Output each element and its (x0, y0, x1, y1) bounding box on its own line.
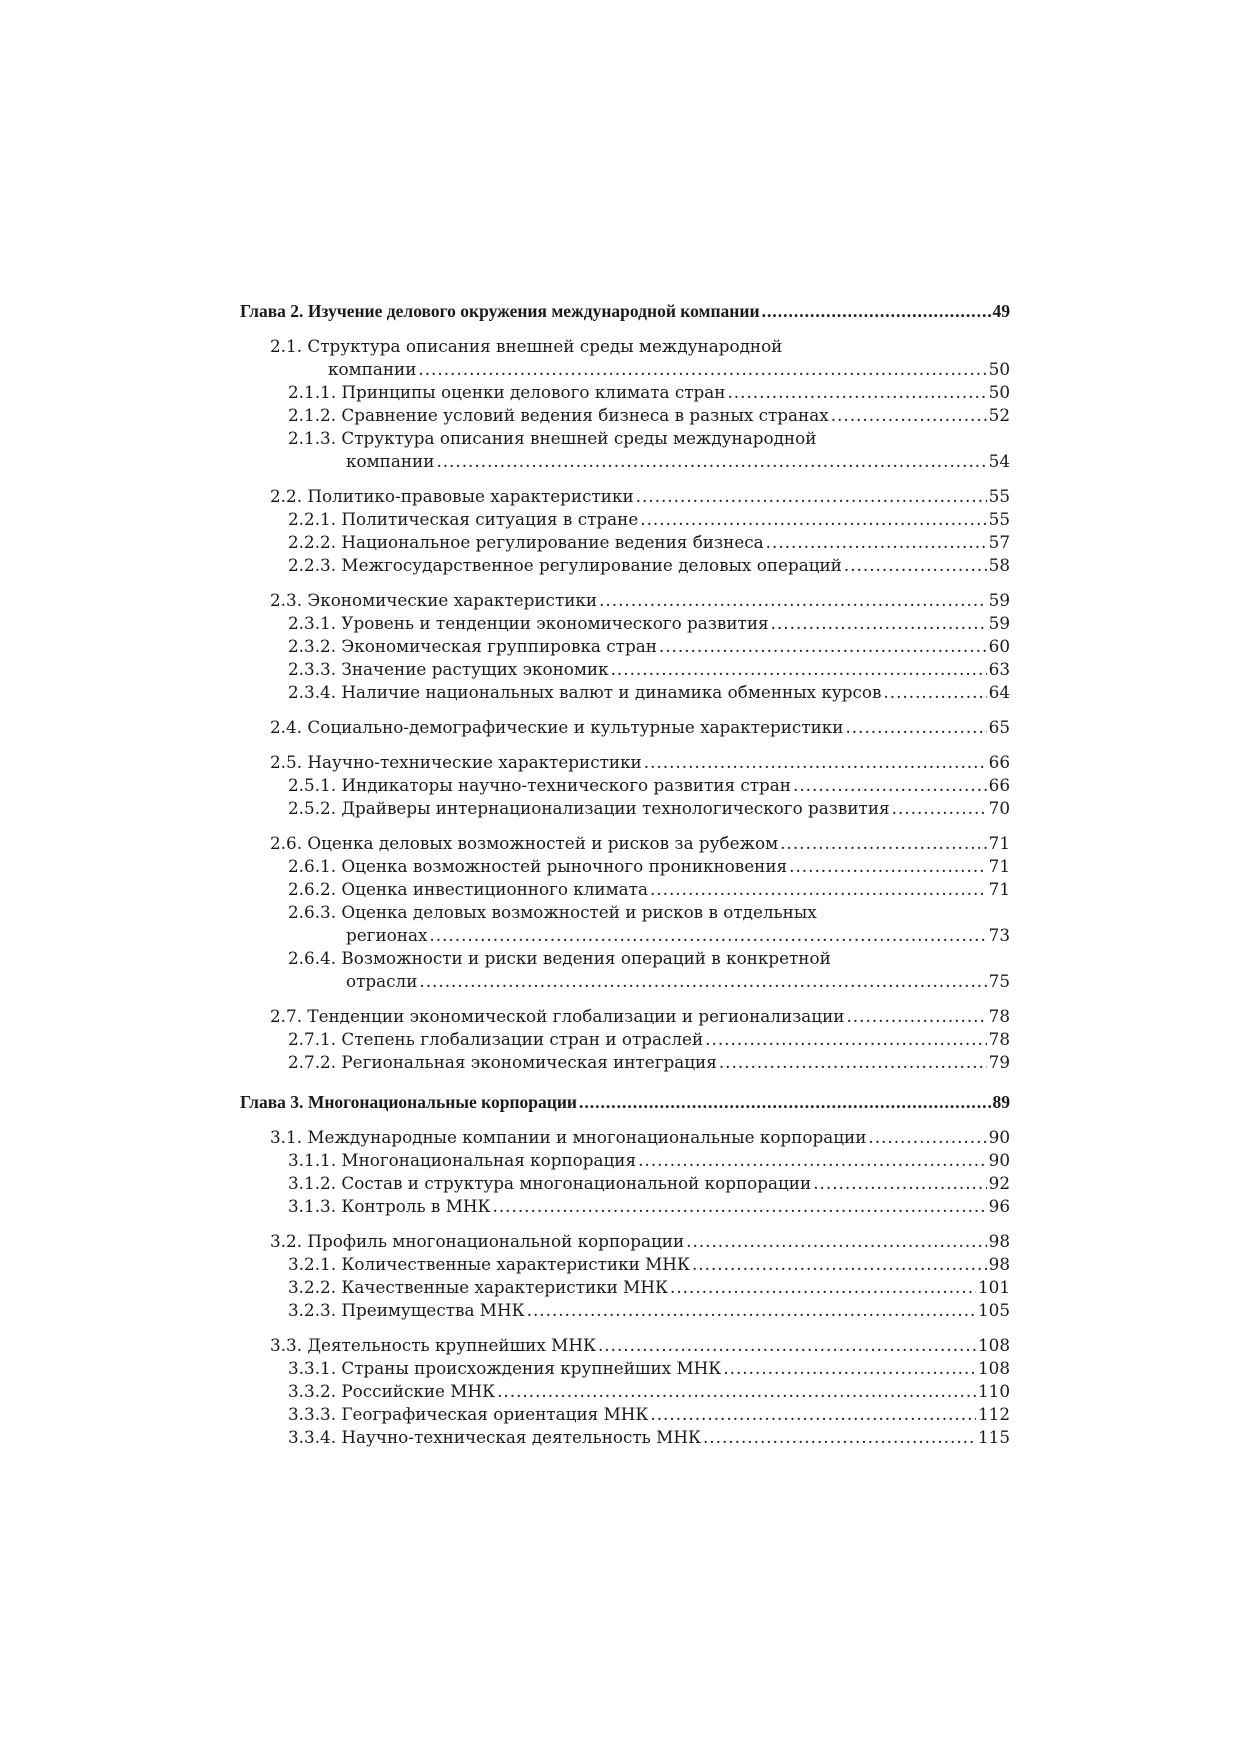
toc-title-text: Экономическая группировка стран (341, 636, 657, 656)
toc-row (288, 635, 1010, 658)
toc-page-number: 50 (988, 382, 1010, 402)
toc-row (288, 450, 1010, 473)
toc-row (270, 485, 1010, 508)
toc-title-text: Социально-демографические и культурные характеристики (307, 717, 844, 737)
toc-row (288, 1299, 1010, 1322)
toc-title (288, 1426, 701, 1449)
toc-title (288, 381, 725, 404)
toc-section (240, 1005, 1010, 1028)
toc-page-number: 54 (988, 451, 1010, 471)
toc-row (288, 1403, 1010, 1426)
toc-page-number: 55 (988, 486, 1010, 506)
toc-title-text: Количественные характеристики МНК (341, 1254, 690, 1274)
toc-title-text: Оценка инвестиционного климата (341, 879, 648, 899)
toc-row (288, 878, 1010, 901)
toc-subsection (240, 381, 1010, 404)
toc-title-text: Принципы оценки делового климата стран (341, 382, 726, 402)
toc-page-number: 59 (988, 613, 1010, 633)
toc-subsection (240, 1299, 1010, 1322)
toc-title (288, 1051, 717, 1074)
toc-subsection (240, 681, 1010, 704)
toc-row (288, 1028, 1010, 1051)
toc-row (270, 1005, 1010, 1028)
toc-title-first-line (288, 947, 1010, 970)
toc-number: 2.3.2. (288, 636, 337, 656)
dot-leader (844, 554, 987, 577)
toc-title-text: Значение растущих экономик (341, 659, 609, 679)
dot-leader (429, 924, 986, 947)
toc-page-number: 71 (988, 856, 1010, 876)
toc-page-number: 108 (977, 1335, 1010, 1355)
toc-title-text: Экономические характеристики (307, 590, 598, 610)
toc-page-number: 66 (988, 775, 1010, 795)
toc-title (270, 751, 642, 774)
toc-number: 2.1.3. (288, 428, 337, 448)
dot-leader (771, 612, 987, 635)
toc-row (288, 508, 1010, 531)
toc-title (240, 300, 760, 323)
toc-subsection (240, 427, 1010, 473)
toc-title-text: Географическая ориентация МНК (341, 1404, 649, 1424)
toc-page-number: 90 (988, 1150, 1010, 1170)
dot-leader (719, 1051, 987, 1074)
toc-title-text: Степень глобализации стран и отраслей (341, 1029, 704, 1049)
toc-row (288, 531, 1010, 554)
toc-title-text: Политико-правовые характеристики (307, 486, 634, 506)
dot-leader (611, 658, 987, 681)
toc-row (288, 381, 1010, 404)
toc-row (288, 658, 1010, 681)
toc-row (288, 1380, 1010, 1403)
dot-leader (780, 832, 986, 855)
dot-leader (493, 1195, 987, 1218)
toc-page-number: 65 (988, 717, 1010, 737)
toc-row (240, 1091, 1010, 1114)
toc-row (270, 358, 1010, 381)
toc-page-number: 101 (977, 1277, 1010, 1297)
toc-title-text: Национальное регулирование ведения бизнеса (341, 532, 764, 552)
toc-title (270, 589, 597, 612)
toc-number: 3.2.2. (288, 1277, 337, 1297)
dot-leader (762, 300, 991, 323)
table-of-contents (240, 300, 1010, 1449)
dot-leader (659, 635, 987, 658)
toc-row (270, 751, 1010, 774)
toc-number: 2.7.2. (288, 1052, 337, 1072)
toc-number: 2.6.2. (288, 879, 337, 899)
toc-title (288, 1276, 668, 1299)
toc-title (328, 358, 416, 381)
toc-title-text: Уровень и тенденции экономического развития (341, 613, 769, 633)
toc-title (288, 1172, 811, 1195)
toc-subsection (240, 1149, 1010, 1172)
toc-title (270, 1005, 844, 1028)
dot-leader (527, 1299, 976, 1322)
toc-page-number: 92 (988, 1173, 1010, 1193)
toc-title-text: Многонациональная корпорация (341, 1150, 637, 1170)
toc-title-text: Тенденции экономической глобализации и регионализации (307, 1006, 845, 1026)
toc-subsection (240, 947, 1010, 993)
toc-title (288, 531, 764, 554)
toc-page-number: 52 (988, 405, 1010, 425)
toc-number: Глава 2. (240, 301, 304, 321)
dot-leader (418, 358, 986, 381)
toc-page-number: 75 (988, 971, 1010, 991)
toc-subsection (240, 1253, 1010, 1276)
toc-section (240, 589, 1010, 612)
toc-title (288, 1403, 648, 1426)
toc-number: 3.1.3. (288, 1196, 337, 1216)
toc-title (346, 450, 434, 473)
toc-row (270, 1126, 1010, 1149)
toc-title (240, 1091, 577, 1114)
toc-title-first-line (288, 901, 1010, 924)
toc-subsection (240, 554, 1010, 577)
toc-page-number: 63 (988, 659, 1010, 679)
toc-title-text: Деятельность крупнейших МНК (307, 1335, 596, 1355)
toc-page-number: 49 (992, 301, 1010, 321)
toc-title-first-line (288, 427, 1010, 450)
toc-subsection (240, 612, 1010, 635)
toc-title-text: Контроль в МНК (341, 1196, 491, 1216)
toc-subsection (240, 1380, 1010, 1403)
toc-number: 2.3.4. (288, 682, 337, 702)
toc-subsection (240, 855, 1010, 878)
toc-subsection (240, 1357, 1010, 1380)
toc-number: 3.2.1. (288, 1254, 337, 1274)
toc-title-text: Международные компании и многонациональные корпорации (307, 1127, 867, 1147)
toc-page-number: 73 (988, 925, 1010, 945)
toc-subsection (240, 1426, 1010, 1449)
dot-leader (670, 1276, 976, 1299)
toc-row (288, 970, 1010, 993)
dot-leader (813, 1172, 986, 1195)
dot-leader (766, 531, 987, 554)
toc-title-text: Страны происхождения крупнейших МНК (341, 1358, 722, 1378)
toc-title-first-line (270, 335, 1010, 358)
toc-title (270, 832, 778, 855)
toc-title-line1: Возможности и риски ведения операций в конкретной (341, 948, 831, 968)
toc-number: 2.7.1. (288, 1029, 337, 1049)
toc-title-line1: Структура описания внешней среды международной (307, 336, 783, 356)
toc-subsection (240, 508, 1010, 531)
toc-number: 2.1.1. (288, 382, 337, 402)
toc-title-line1: Оценка деловых возможностей и рисков в отдельных (341, 902, 817, 922)
toc-page-number: 108 (977, 1358, 1010, 1378)
toc-subsection (240, 774, 1010, 797)
toc-row (288, 797, 1010, 820)
toc-row (270, 589, 1010, 612)
toc-number: 2.2.3. (288, 555, 337, 575)
toc-title-text: Профиль многонациональной корпорации (307, 1231, 685, 1251)
dot-leader (598, 1334, 976, 1357)
toc-row (288, 924, 1010, 947)
toc-title-text: Качественные характеристики МНК (341, 1277, 668, 1297)
toc-row (270, 1230, 1010, 1253)
toc-title (288, 1149, 636, 1172)
toc-row (288, 1051, 1010, 1074)
toc-page-number: 98 (988, 1231, 1010, 1251)
toc-section (240, 716, 1010, 739)
toc-row (288, 1195, 1010, 1218)
toc-number: 2.2.2. (288, 532, 337, 552)
toc-number: 3.3.4. (288, 1427, 337, 1447)
toc-page-number: 60 (988, 636, 1010, 656)
toc-page-number: 57 (988, 532, 1010, 552)
dot-leader (640, 508, 986, 531)
toc-title-text: Межгосударственное регулирование деловых операций (341, 555, 842, 575)
toc-subsection (240, 1028, 1010, 1051)
toc-subsection (240, 531, 1010, 554)
toc-number: Глава 3. (240, 1092, 304, 1112)
toc-title (288, 1195, 491, 1218)
toc-page-number: 115 (977, 1427, 1010, 1447)
toc-title (270, 716, 843, 739)
toc-row (288, 1149, 1010, 1172)
toc-title (346, 970, 417, 993)
toc-page-number: 59 (988, 590, 1010, 610)
toc-title (288, 635, 657, 658)
toc-number: 2.5. (270, 752, 303, 772)
toc-title (270, 1334, 596, 1357)
toc-title-text: Наличие национальных валют и динамика обменных курсов (341, 682, 882, 702)
toc-title-text: Политическая ситуация в стране (341, 509, 639, 529)
toc-title-text: Многонациональные корпорации (307, 1092, 578, 1112)
toc-page-number: 71 (988, 879, 1010, 899)
dot-leader (789, 855, 987, 878)
toc-number: 3.2. (270, 1231, 303, 1251)
toc-title-text: отрасли (346, 971, 418, 991)
dot-leader (846, 1005, 986, 1028)
toc-title-text: Российские МНК (341, 1381, 496, 1401)
toc-row (288, 1172, 1010, 1195)
toc-title (288, 612, 769, 635)
toc-section (240, 832, 1010, 855)
toc-title (288, 878, 648, 901)
toc-row (240, 300, 1010, 323)
toc-number: 2.2. (270, 486, 303, 506)
toc-title-line1: Структура описания внешней среды международной (341, 428, 817, 448)
toc-title-text: Оценка возможностей рыночного проникновения (341, 856, 788, 876)
toc-number: 2.2.1. (288, 509, 337, 529)
dot-leader (579, 1091, 990, 1114)
toc-page-number: 50 (988, 359, 1010, 379)
toc-title (288, 508, 638, 531)
toc-number: 2.3.3. (288, 659, 337, 679)
dot-leader (845, 716, 986, 739)
toc-page-number: 96 (988, 1196, 1010, 1216)
toc-title (270, 1126, 866, 1149)
toc-title-text: Оценка деловых возможностей и рисков за рубежом (307, 833, 779, 853)
dot-leader (723, 1357, 976, 1380)
toc-row (270, 716, 1010, 739)
toc-number: 2.6.3. (288, 902, 337, 922)
dot-leader (705, 1028, 986, 1051)
toc-title (288, 1299, 525, 1322)
toc-row (288, 554, 1010, 577)
toc-section (240, 751, 1010, 774)
dot-leader (686, 1230, 987, 1253)
toc-chapter (240, 300, 1010, 323)
toc-number: 3.2.3. (288, 1300, 337, 1320)
toc-subsection (240, 797, 1010, 820)
toc-title (270, 485, 634, 508)
toc-title (346, 924, 427, 947)
dot-leader (883, 681, 986, 704)
toc-page-number: 78 (988, 1006, 1010, 1026)
toc-subsection (240, 1195, 1010, 1218)
toc-title-text: компании (346, 451, 435, 471)
toc-number: 3.1.1. (288, 1150, 337, 1170)
dot-leader (497, 1380, 976, 1403)
toc-row (288, 681, 1010, 704)
toc-title-text: Научно-технические характеристики (307, 752, 642, 772)
toc-title-text: Сравнение условий ведения бизнеса в разных странах (341, 405, 829, 425)
toc-number: 2.1. (270, 336, 303, 356)
toc-page-number: 110 (977, 1381, 1010, 1401)
toc-title (288, 681, 881, 704)
toc-title-text: компании (328, 359, 417, 379)
toc-row (288, 855, 1010, 878)
toc-title (288, 1380, 495, 1403)
toc-number: 3.1. (270, 1127, 303, 1147)
toc-page-number: 89 (992, 1092, 1010, 1112)
toc-page-number: 64 (988, 682, 1010, 702)
toc-subsection (240, 1403, 1010, 1426)
toc-number: 2.5.2. (288, 798, 337, 818)
toc-title (288, 1253, 690, 1276)
toc-title-text: Преимущества МНК (341, 1300, 525, 1320)
toc-page-number: 58 (988, 555, 1010, 575)
toc-number: 3.3. (270, 1335, 303, 1355)
dot-leader (644, 751, 987, 774)
dot-leader (793, 774, 987, 797)
toc-subsection (240, 878, 1010, 901)
toc-title-text: Индикаторы научно-технического развития стран (341, 775, 791, 795)
toc-title (288, 1028, 703, 1051)
toc-title-text: регионах (346, 925, 428, 945)
toc-title (288, 774, 791, 797)
toc-number: 2.3.1. (288, 613, 337, 633)
toc-subsection (240, 635, 1010, 658)
toc-title-text: Драйверы интернационализации технологического развития (341, 798, 890, 818)
toc-title (288, 855, 787, 878)
toc-title-text: Изучение делового окружения международной компании (307, 301, 760, 321)
toc-page-number: 112 (977, 1404, 1010, 1424)
toc-section (240, 1334, 1010, 1357)
toc-number: 3.1.2. (288, 1173, 337, 1193)
dot-leader (892, 797, 987, 820)
toc-page-number: 79 (988, 1052, 1010, 1072)
toc-title (288, 404, 829, 427)
toc-number: 2.5.1. (288, 775, 337, 795)
dot-leader (638, 1149, 987, 1172)
toc-row (270, 832, 1010, 855)
toc-number: 2.3. (270, 590, 303, 610)
toc-number: 2.7. (270, 1006, 303, 1026)
toc-subsection (240, 901, 1010, 947)
toc-number: 2.6.1. (288, 856, 337, 876)
toc-subsection (240, 1276, 1010, 1299)
toc-number: 2.4. (270, 717, 303, 737)
toc-row (288, 404, 1010, 427)
toc-page-number: 66 (988, 752, 1010, 772)
toc-row (288, 1426, 1010, 1449)
toc-title (288, 658, 609, 681)
toc-title-text: Научно-техническая деятельность МНК (341, 1427, 701, 1447)
toc-title (288, 797, 890, 820)
toc-number: 2.6.4. (288, 948, 337, 968)
toc-subsection (240, 404, 1010, 427)
toc-page-number: 98 (988, 1254, 1010, 1274)
dot-leader (599, 589, 987, 612)
dot-leader (436, 450, 986, 473)
toc-page-number: 105 (977, 1300, 1010, 1320)
dot-leader (636, 485, 987, 508)
toc-title (288, 1357, 721, 1380)
toc-page-number: 55 (988, 509, 1010, 529)
toc-section (240, 485, 1010, 508)
toc-section (240, 1126, 1010, 1149)
toc-title (288, 554, 842, 577)
toc-number: 3.3.1. (288, 1358, 337, 1378)
dot-leader (868, 1126, 986, 1149)
toc-row (288, 1276, 1010, 1299)
dot-leader (727, 381, 986, 404)
toc-title (270, 1230, 684, 1253)
toc-page-number: 70 (988, 798, 1010, 818)
toc-chapter (240, 1091, 1010, 1114)
toc-section (240, 1230, 1010, 1253)
toc-row (288, 774, 1010, 797)
dot-leader (692, 1253, 987, 1276)
dot-leader (831, 404, 987, 427)
toc-number: 2.6. (270, 833, 303, 853)
dot-leader (650, 878, 987, 901)
toc-title-text: Региональная экономическая интеграция (341, 1052, 717, 1072)
toc-page-number: 78 (988, 1029, 1010, 1049)
toc-page-number: 90 (988, 1127, 1010, 1147)
toc-subsection (240, 1172, 1010, 1195)
toc-row (288, 1357, 1010, 1380)
toc-title-text: Состав и структура многонациональной корпорации (341, 1173, 812, 1193)
toc-section (240, 335, 1010, 381)
toc-page-number: 71 (988, 833, 1010, 853)
dot-leader (650, 1403, 976, 1426)
toc-number: 3.3.3. (288, 1404, 337, 1424)
toc-row (270, 1334, 1010, 1357)
toc-subsection (240, 1051, 1010, 1074)
dot-leader (703, 1426, 976, 1449)
toc-number: 3.3.2. (288, 1381, 337, 1401)
toc-subsection (240, 658, 1010, 681)
toc-row (288, 612, 1010, 635)
toc-row (288, 1253, 1010, 1276)
dot-leader (419, 970, 986, 993)
toc-number: 2.1.2. (288, 405, 337, 425)
